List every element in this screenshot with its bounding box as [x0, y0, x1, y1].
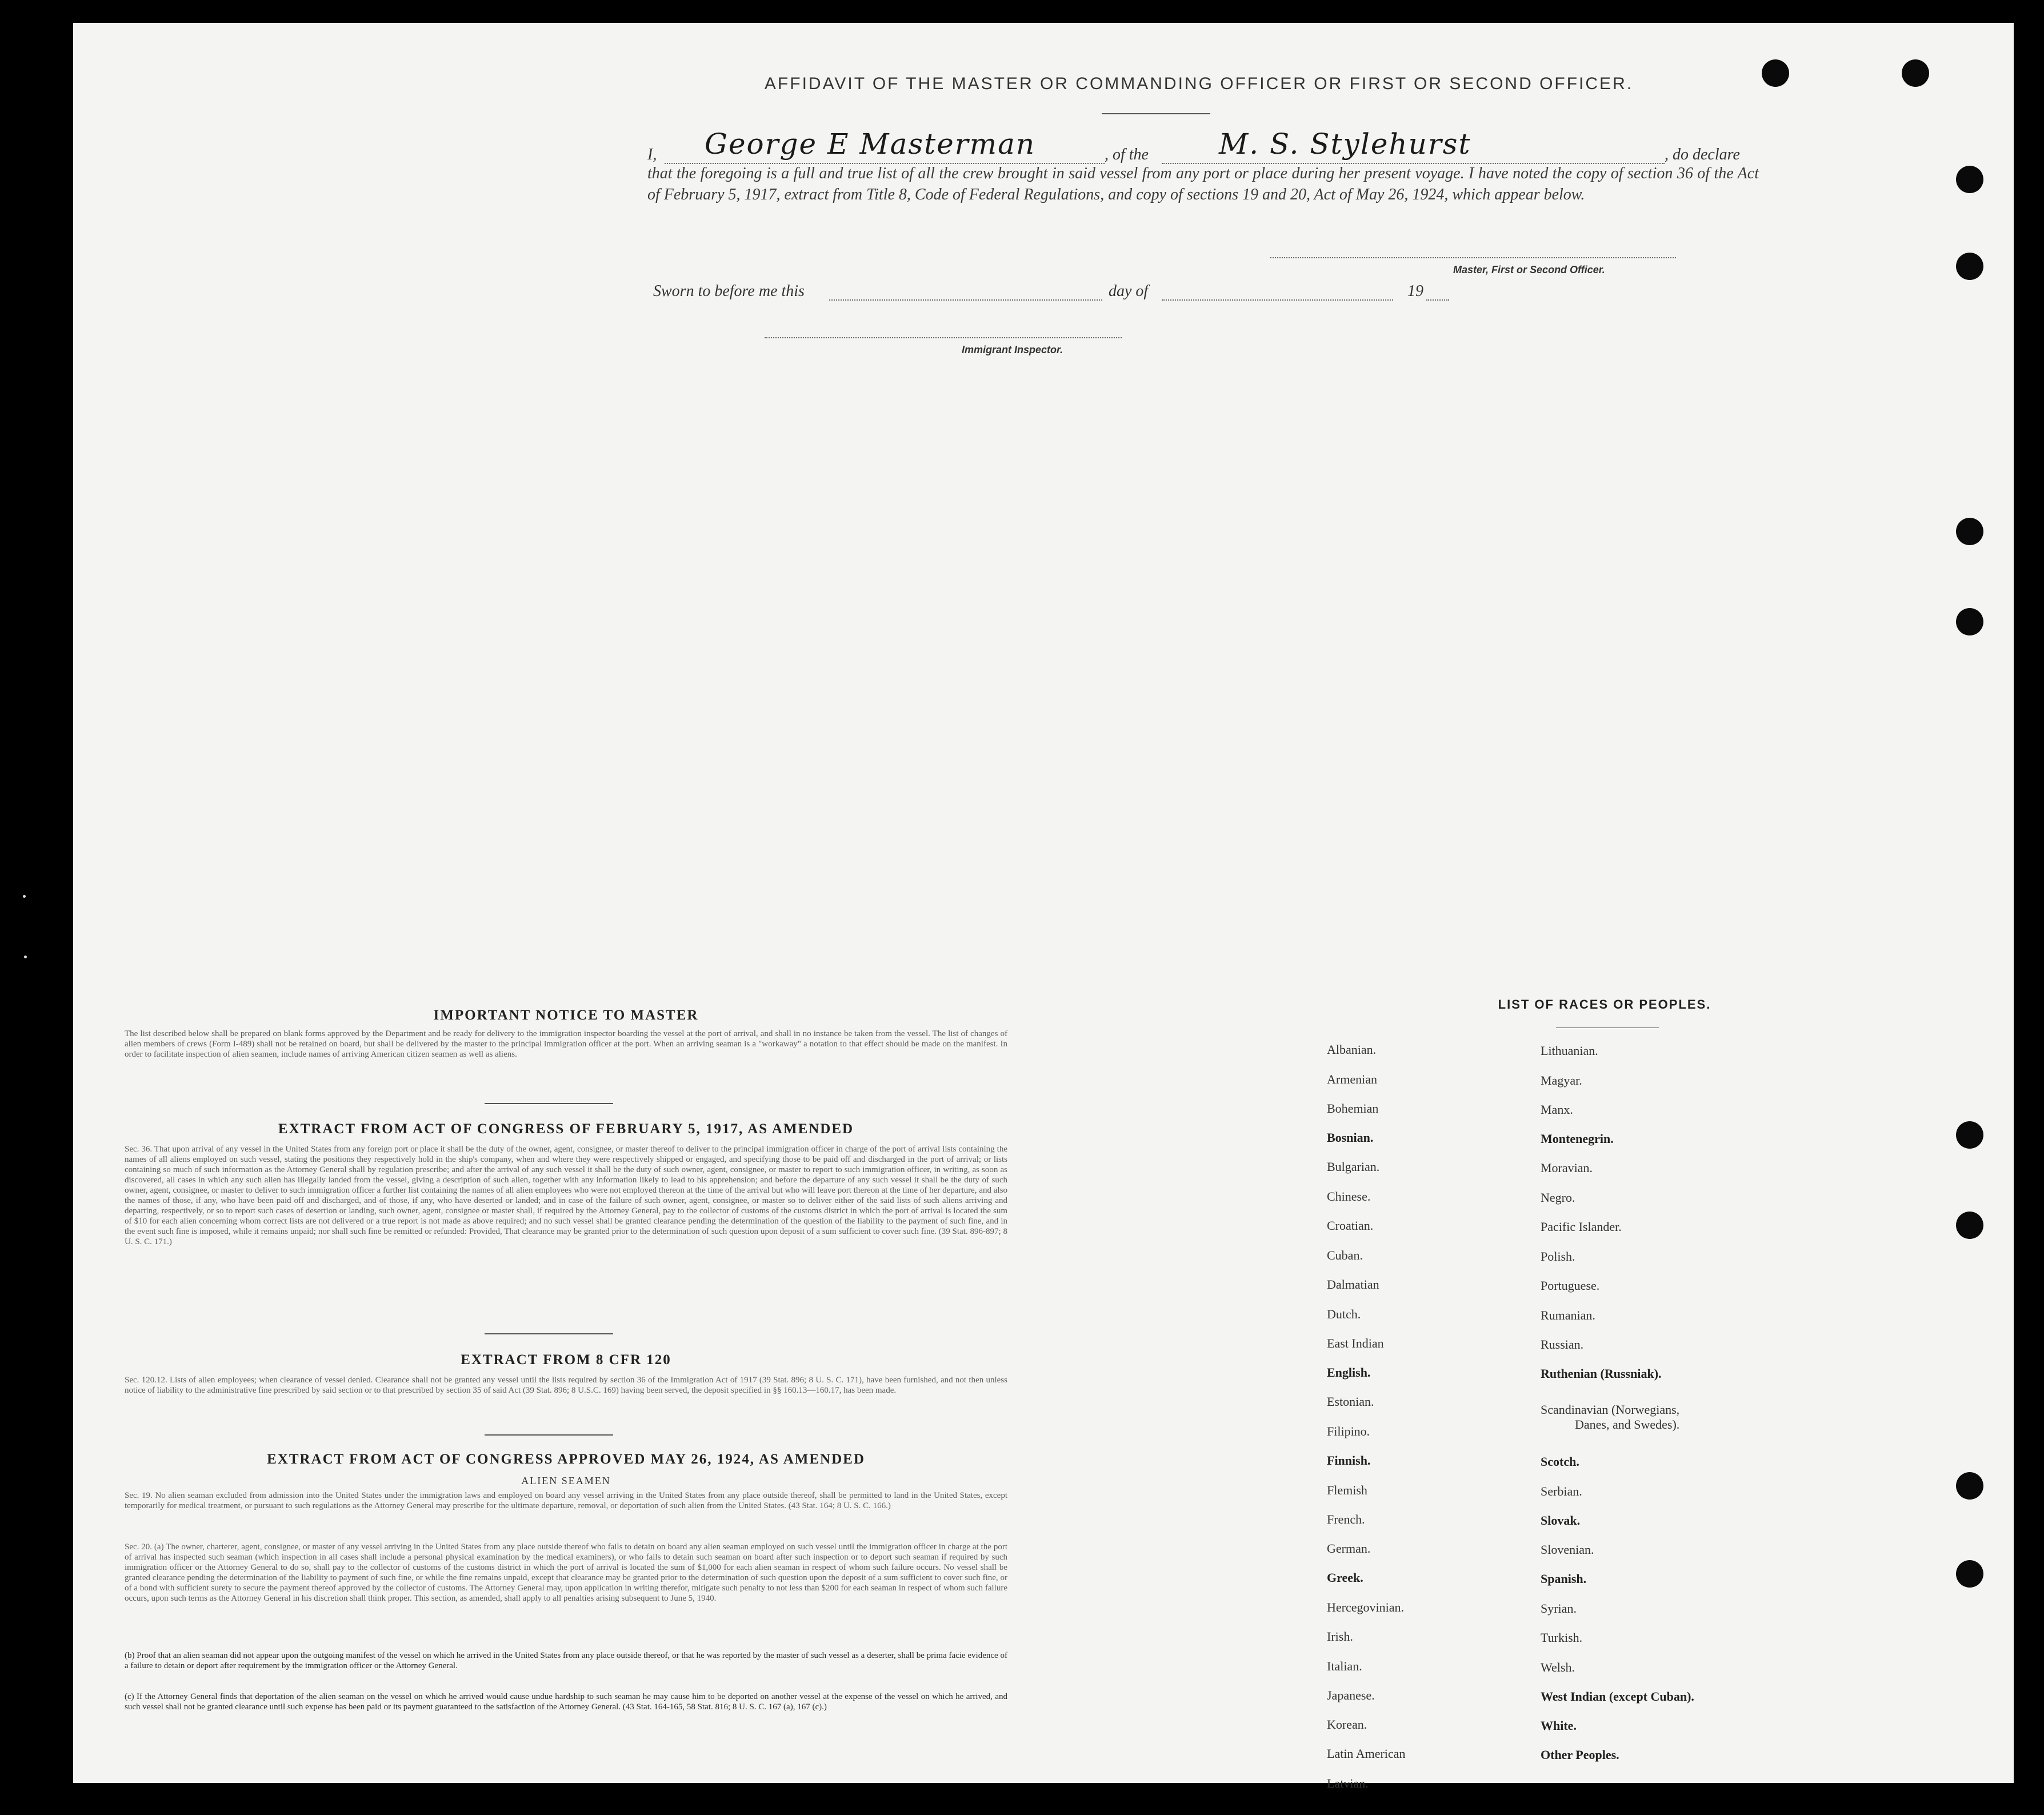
race-item: Rumanian.	[1541, 1308, 1595, 1322]
punch-hole	[1956, 1121, 1983, 1149]
extract-1917-title: EXTRACT FROM ACT OF CONGRESS OF FEBRUARY 5, 1917, AS AMENDED	[278, 1121, 854, 1137]
punch-hole	[1956, 518, 1983, 545]
race-item: Irish.	[1327, 1629, 1353, 1644]
punch-hole	[1956, 253, 1983, 280]
race-item: Other Peoples.	[1541, 1748, 1619, 1762]
race-item: French.	[1327, 1512, 1365, 1526]
race-item: Syrian.	[1541, 1601, 1577, 1616]
race-item: Croatian.	[1327, 1218, 1374, 1233]
race-item: Slovenian.	[1541, 1542, 1594, 1557]
race-item: Cuban.	[1327, 1248, 1363, 1262]
race-item: Pacific Islander.	[1541, 1220, 1622, 1234]
document-page	[73, 23, 2014, 1790]
race-item: Serbian.	[1541, 1484, 1582, 1498]
race-item: Bohemian	[1327, 1101, 1379, 1116]
punch-hole	[1902, 59, 1929, 87]
day-of-label: day of	[1109, 282, 1149, 300]
of-the-label: , of the	[1105, 146, 1149, 163]
punch-hole	[1762, 59, 1789, 87]
extract-1917-rule	[485, 1333, 613, 1334]
race-item: Armenian	[1327, 1072, 1377, 1086]
race-item: Danes, and Swedes).	[1575, 1417, 1680, 1432]
race-item: Dalmatian	[1327, 1277, 1379, 1292]
race-item: Korean.	[1327, 1717, 1367, 1732]
race-item: Manx.	[1541, 1102, 1573, 1117]
extract-1924-subtitle: ALIEN SEAMEN	[521, 1475, 611, 1486]
punch-hole	[1956, 1212, 1983, 1239]
races-title: LIST OF RACES OR PEOPLES.	[1498, 997, 1711, 1012]
race-item: Estonian.	[1327, 1394, 1374, 1409]
race-item: Hercegovinian.	[1327, 1600, 1404, 1614]
race-item: Greek.	[1327, 1570, 1363, 1585]
race-item: Scotch.	[1541, 1454, 1579, 1469]
sworn-label: Sworn to before me this	[653, 282, 805, 300]
punch-hole	[1956, 1472, 1983, 1500]
race-item: Magyar.	[1541, 1073, 1582, 1088]
race-item: Dutch.	[1327, 1307, 1361, 1321]
race-item: Albanian.	[1327, 1042, 1377, 1057]
race-item: Welsh.	[1541, 1660, 1575, 1674]
extract-1924-sec20a: Sec. 20. (a) The owner, charterer, agent, consignee, or master of any vessel arriving in the United States from any place outside thereof who fails to detain on board any alien seaman employed on such vessel until the immigration officer in charge at the port of arrival has inspected such seaman (which inspection in all cases shall include a personal physical examination by the medical examiners), or who fails to detain such seaman on board after such inspection or to deport such seaman if required by such immigration officer or the Attorney General to do so, shall pay to the collector of customs of the customs district in which the port of arrival is located the sum of $1,000 for each alien seaman in respect of whom such failure occurs. No vessel shall be granted clearance pending the determination of the liability to payment of such fine, or while the fine remains unpaid, except that clearance may be granted prior to the determination of such question upon the deposit of a sum sufficient to cover such fine, or of a bond with sufficient surety to secure the payment thereof approved by the collector of customs. The Attorney General may, upon application in writing therefor, mitigate such penalty to not less than $200 for each seaman in respect of whom such failure occurs, upon such terms as the Attorney General in his discretion shall think proper. This section, as amended, shall apply to all penalties arising subsequent to June 5, 1940.	[125, 1542, 1007, 1603]
race-item: East Indian	[1327, 1336, 1384, 1350]
signature-caption: Master, First or Second Officer.	[1453, 264, 1605, 275]
title-rule	[1102, 113, 1210, 114]
race-item: Chinese.	[1327, 1189, 1371, 1204]
punch-hole	[1956, 608, 1983, 635]
affidavit-title: AFFIDAVIT OF THE MASTER OR COMMANDING OFFICER OR FIRST OR SECOND OFFICER.	[764, 74, 1634, 93]
race-item: White.	[1541, 1718, 1577, 1733]
notice-title: IMPORTANT NOTICE TO MASTER	[433, 1008, 699, 1023]
year-prefix: 19	[1407, 282, 1423, 300]
race-item: Moravian.	[1541, 1161, 1593, 1175]
race-item: Montenegrin.	[1541, 1132, 1614, 1146]
race-item: English.	[1327, 1365, 1371, 1380]
race-item: Bulgarian.	[1327, 1160, 1380, 1174]
notice-text: The list described below shall be prepared on blank forms approved by the Department and be ready for delivery to the immigration inspector boarding the vessel at the port of arrival, and shall in no instance be taken from the vessel. The list of changes of alien members of crews (Form I-489) shall not be retained on board, but shall be delivered by the master to the principal immigration officer at the port. When an arriving seaman is a "workaway" a notation to that effect should be made on the manifest. In order to facilitate inspection of alien seamen, include names of arriving American citizen seamen as well as aliens.	[125, 1029, 1007, 1059]
race-item: Polish.	[1541, 1249, 1575, 1264]
race-item: Flemish	[1327, 1483, 1367, 1497]
extract-1924-title: EXTRACT FROM ACT OF CONGRESS APPROVED MAY 26, 1924, AS AMENDED	[267, 1452, 865, 1467]
notice-rule	[485, 1103, 613, 1104]
do-declare-label: , do declare	[1665, 146, 1740, 163]
race-item: Lithuanian.	[1541, 1044, 1598, 1058]
race-item: Japanese.	[1327, 1688, 1375, 1702]
race-item: Scandinavian (Norwegians,	[1541, 1402, 1680, 1417]
race-item: Filipino.	[1327, 1424, 1370, 1438]
sworn-day-line	[829, 299, 1102, 301]
race-item: Russian.	[1541, 1337, 1584, 1352]
extract-1917-text: Sec. 36. That upon arrival of any vessel in the United States from any foreign port or place it shall be the duty of the owner, agent, consignee, or master thereof to deliver to the principal immigration officer in charge of the port of arrival lists containing the names of all aliens employed on such vessel, stating the positions they respectively hold in the ship's company, when and where they were respectively shipped or engaged, and specifying those to be paid off and discharged in the port of arrival; or lists containing so much of such information as the Attorney General shall by regulation prescribe; and after the arrival of any such vessel it shall be the duty of such owner, agent, consignee, or master to report to such immigration officer, in writing, as soon as discovered, all cases in which any such alien has illegally landed from the vessel, giving a description of such alien, together with any information likely to lead to his apprehension; and before the departure of any such vessel it shall be the duty of such owner, agent, consignee, or master to deliver to such immigration officer a further list containing the names of all alien employees who were not employed thereon at the time of the arrival but who will leave port thereon at the time of her departure, and also the names of those, if any, who have been paid off and discharged, and of those, if any, who have deserted or landed; and in case of the failure of such owner, agent, consignee, or master so to deliver either of the said lists of such aliens arriving and departing, respectively, or so to report such cases of desertion or landing, such owner, agent, consignee or master shall, if required by the Attorney General, pay to the collector of customs of the customs district in which the port of arrival is located the sum of $10 for each alien concerning whom correct lists are not delivered or a true report is not made as above required; and no such vessel shall be granted clearance pending the determination of the question of the liability to the payment of such fine, and in the event such fine is imposed, while it remains unpaid; nor shall such fine be remitted or refunded: Provided, That clearance may be granted prior to the determination of such question upon deposit of a sum sufficient to cover such fine. (39 Stat. 896-897; 8 U. S. C. 171.)	[125, 1145, 1007, 1246]
race-item: Ruthenian (Russniak).	[1541, 1366, 1662, 1381]
race-item: West Indian (except Cuban).	[1541, 1689, 1694, 1704]
race-item: Turkish.	[1541, 1630, 1583, 1645]
race-item: Finnish.	[1327, 1453, 1371, 1468]
punch-hole	[1956, 1560, 1983, 1588]
sworn-month-line	[1162, 299, 1393, 301]
extract-1924-sec20c: (c) If the Attorney General finds that deportation of the alien seaman on the vessel on which he arrived would cause undue hardship to such seaman he may cause him to be deported on another vessel at the expense of the vessel on which he arrived, and such vessel shall not be granted clearance until such expense has been paid or its payment guaranteed to the satisfaction of the Attorney General. (43 Stat. 164-165, 58 Stat. 816; 8 U. S. C. 167 (a), 167 (c).)	[125, 1692, 1007, 1712]
extract-1924-sec19: Sec. 19. No alien seaman excluded from admission into the United States under the immigration laws and employed on board any vessel arriving in the United States from any place outside thereof, shall be permitted to land in the United States, except temporarily for medical treatment, or pursuant to such regulations as the Attorney General may prescribe for the ultimate departure, removal, or deportation of such alien from the United States. (43 Stat. 164; 8 U. S. C. 166.)	[125, 1491, 1007, 1510]
extract-cfr-text: Sec. 120.12. Lists of alien employees; when clearance of vessel denied. Clearance shall not be granted any vessel until the lists required by section 36 of the Immigration Act of 1917 (39 Stat. 896; 8 U. S. C. 171), have been furnished, and not then unless notice of liability to the administrative fine prescribed by said section or to that prescribed by section 35 of said Act (39 Stat. 896; 8 U.S.C. 169) having been served, the deposit specified in §§ 160.13—160.17, has been made.	[125, 1376, 1007, 1395]
punch-hole	[1956, 166, 1983, 193]
extract-cfr-title: EXTRACT FROM 8 CFR 120	[461, 1352, 671, 1368]
master-name: George E Masterman	[705, 127, 1036, 161]
vessel-name: M. S. Stylehurst	[1219, 127, 1471, 161]
officer-signature-line	[1270, 257, 1676, 258]
race-item: Spanish.	[1541, 1572, 1587, 1586]
inspector-caption: Immigrant Inspector.	[962, 344, 1063, 355]
race-item: Italian.	[1327, 1659, 1362, 1673]
extract-cfr-rule	[485, 1434, 613, 1436]
race-item: Portuguese.	[1541, 1278, 1600, 1293]
background-speck	[23, 895, 26, 898]
race-item: Negro.	[1541, 1190, 1575, 1205]
background-speck	[24, 956, 27, 958]
race-item: Latvian.	[1327, 1776, 1369, 1790]
i-label: I,	[647, 146, 657, 163]
inspector-signature-line	[765, 337, 1122, 338]
race-item: Latin American	[1327, 1746, 1406, 1761]
race-item: German.	[1327, 1541, 1371, 1556]
declaration-text: that the foregoing is a full and true list of all the crew brought in said vessel from any port or place during her present voyage. I have noted the copy of section 36 of the Act of February 5, 1917, extract from Title 8, Code of Federal Regulations, and copy of sections 19 and 20, Act of May 26, 1924, which appear below.	[647, 165, 1759, 203]
sworn-year-line	[1426, 299, 1449, 301]
race-item: Bosnian.	[1327, 1130, 1374, 1145]
extract-1924-sec20b: (b) Proof that an alien seaman did not appear upon the outgoing manifest of the vessel on which he arrived in the United States from any place outside thereof, or that he was reported by the master of such vessel as a deserter, shall be prima facie evidence of a failure to detain or deport after requirement by the immigration officer or the Attorney General.	[125, 1651, 1007, 1670]
race-item: Slovak.	[1541, 1513, 1581, 1528]
